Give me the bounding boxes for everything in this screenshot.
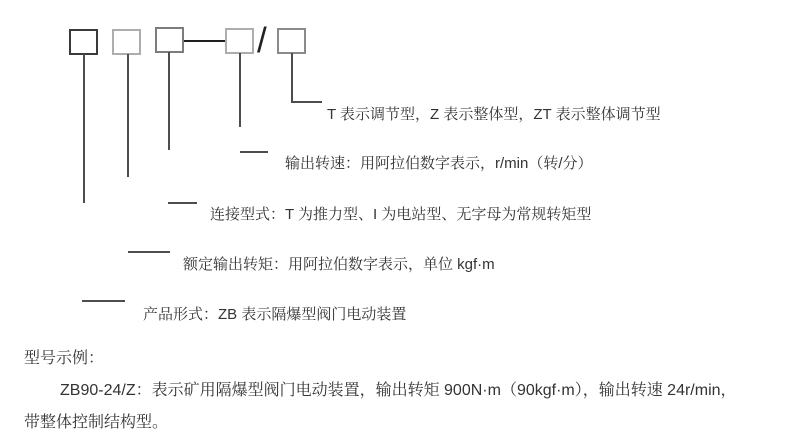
output-speed-code-box bbox=[225, 28, 254, 54]
label-structure-type: T 表示调节型，Z 表示整体型，ZT 表示整体调节型 bbox=[327, 106, 661, 123]
drop-line-output-speed bbox=[239, 53, 241, 127]
drop-line-rated-torque bbox=[127, 54, 129, 177]
drop-line-product-form bbox=[83, 54, 85, 203]
elbow-line-structure-type bbox=[291, 101, 322, 103]
label-dash-output-speed bbox=[240, 151, 268, 153]
product-form-code-box bbox=[69, 29, 98, 55]
label-connection-type: 连接型式：T 为推力型、I 为电站型、无字母为常规转矩型 bbox=[210, 206, 592, 223]
label-dash-rated-torque bbox=[128, 251, 170, 253]
label-dash-connection-type bbox=[168, 202, 197, 204]
label-product-form: 产品形式：ZB 表示隔爆型阀门电动装置 bbox=[143, 306, 407, 323]
example-heading: 型号示例： bbox=[24, 350, 105, 367]
example-line-2: 带整体控制结构型。 bbox=[24, 414, 169, 431]
box-connector-line bbox=[184, 40, 225, 42]
structure-type-code-box bbox=[277, 28, 306, 54]
label-rated-torque: 额定输出转矩：用阿拉伯数字表示，单位 kgf·m bbox=[183, 256, 495, 273]
example-line-1: ZB90-24/Z：表示矿用隔爆型阀门电动装置，输出转矩 900N·m（90kgf·m），输出转速 24r/min， bbox=[60, 382, 737, 399]
label-dash-product-form bbox=[82, 300, 125, 302]
slash-separator: / bbox=[257, 21, 267, 60]
drop-line-connection-type bbox=[168, 52, 170, 150]
label-output-speed: 输出转速：用阿拉伯数字表示，r/min（转/分） bbox=[285, 155, 593, 172]
rated-torque-code-box bbox=[112, 29, 141, 55]
drop-line-structure-type bbox=[291, 53, 293, 103]
connection-type-code-box bbox=[155, 27, 184, 53]
